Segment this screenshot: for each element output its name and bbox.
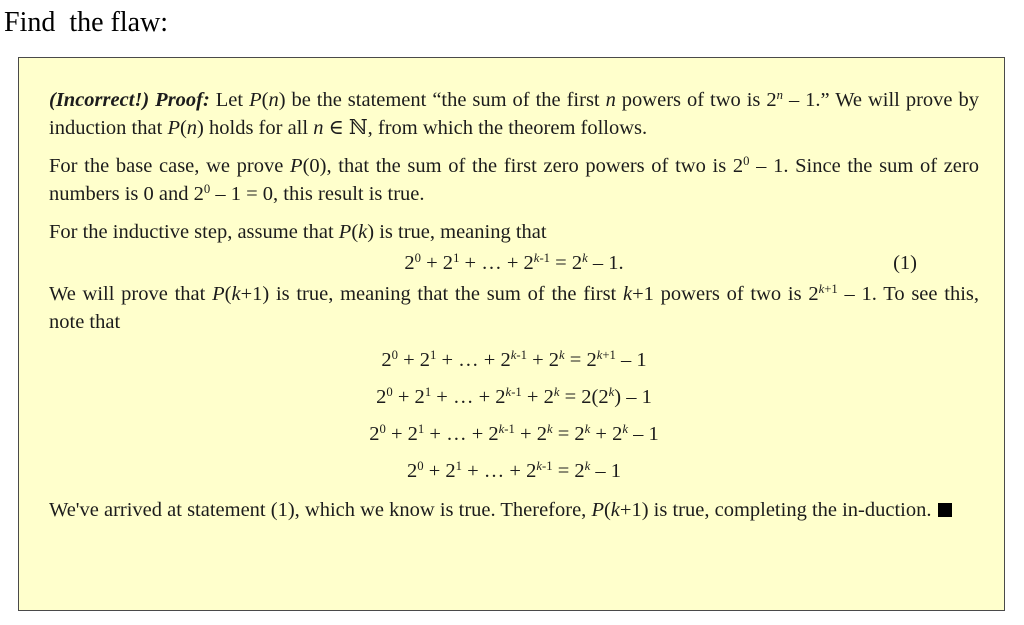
derivation-block [49, 342, 979, 490]
equation-1-label: (1) [893, 252, 917, 274]
equation-1-formula: $2^0 + 2^1$ + … + $2^{k-1} = 2^k - 1$. [404, 251, 624, 274]
proof-lead-label: (Incorrect!) Proof: [49, 89, 210, 111]
derivation-line-2: $2^0 + 2^1$ + … + $2^{k-1} + 2^k = 2(2^k) - 1$ [376, 385, 652, 408]
base-case-paragraph: For the base case, we prove P(0), that the sum of the first zero powers of two is $2^0 - 1$. Since the sum of zero numbers is 0 and $2^0 - 1 = 0$, this result is true. [49, 154, 979, 205]
qed-square-icon [938, 503, 952, 517]
proof-box [18, 57, 1005, 611]
page-title: Find the flaw: [4, 7, 169, 38]
derivation-line-4: $2^0 + 2^1$ + … + $2^{k-1} = 2^k - 1$ [406, 459, 622, 482]
equation-1 [49, 246, 979, 280]
derivation-line-3: $2^0 + 2^1$ + … + $2^{k-1} + 2^k = 2^k + 2^k - 1$ [369, 422, 659, 445]
proof-intro-paragraph: (Incorrect!) Proof: Let P(n) be the statement “the sum of the first n powers of two is 2$^n$ – 1.” We will prove by induction that P(n) holds for all n ∈ ℕ, from which the theorem follows. [49, 88, 979, 139]
conclusion-paragraph: We've arrived at statement (1), which we know is true. Therefore, P(k+1) is true, completing the in-duction. [49, 496, 979, 524]
goal-paragraph: We will prove that P(k+1) is true, meaning that the sum of the first k+1 powers of two is $2^{k+1} - 1$. To see this, note that [49, 282, 979, 333]
derivation-line-1: $2^0 + 2^1$ + … + $2^{k-1} + 2^k = 2^{k+1} - 1$ [381, 348, 647, 371]
inductive-step-paragraph: For the inductive step, assume that P(k) is true, meaning that [49, 221, 547, 243]
proof-content [49, 86, 979, 524]
